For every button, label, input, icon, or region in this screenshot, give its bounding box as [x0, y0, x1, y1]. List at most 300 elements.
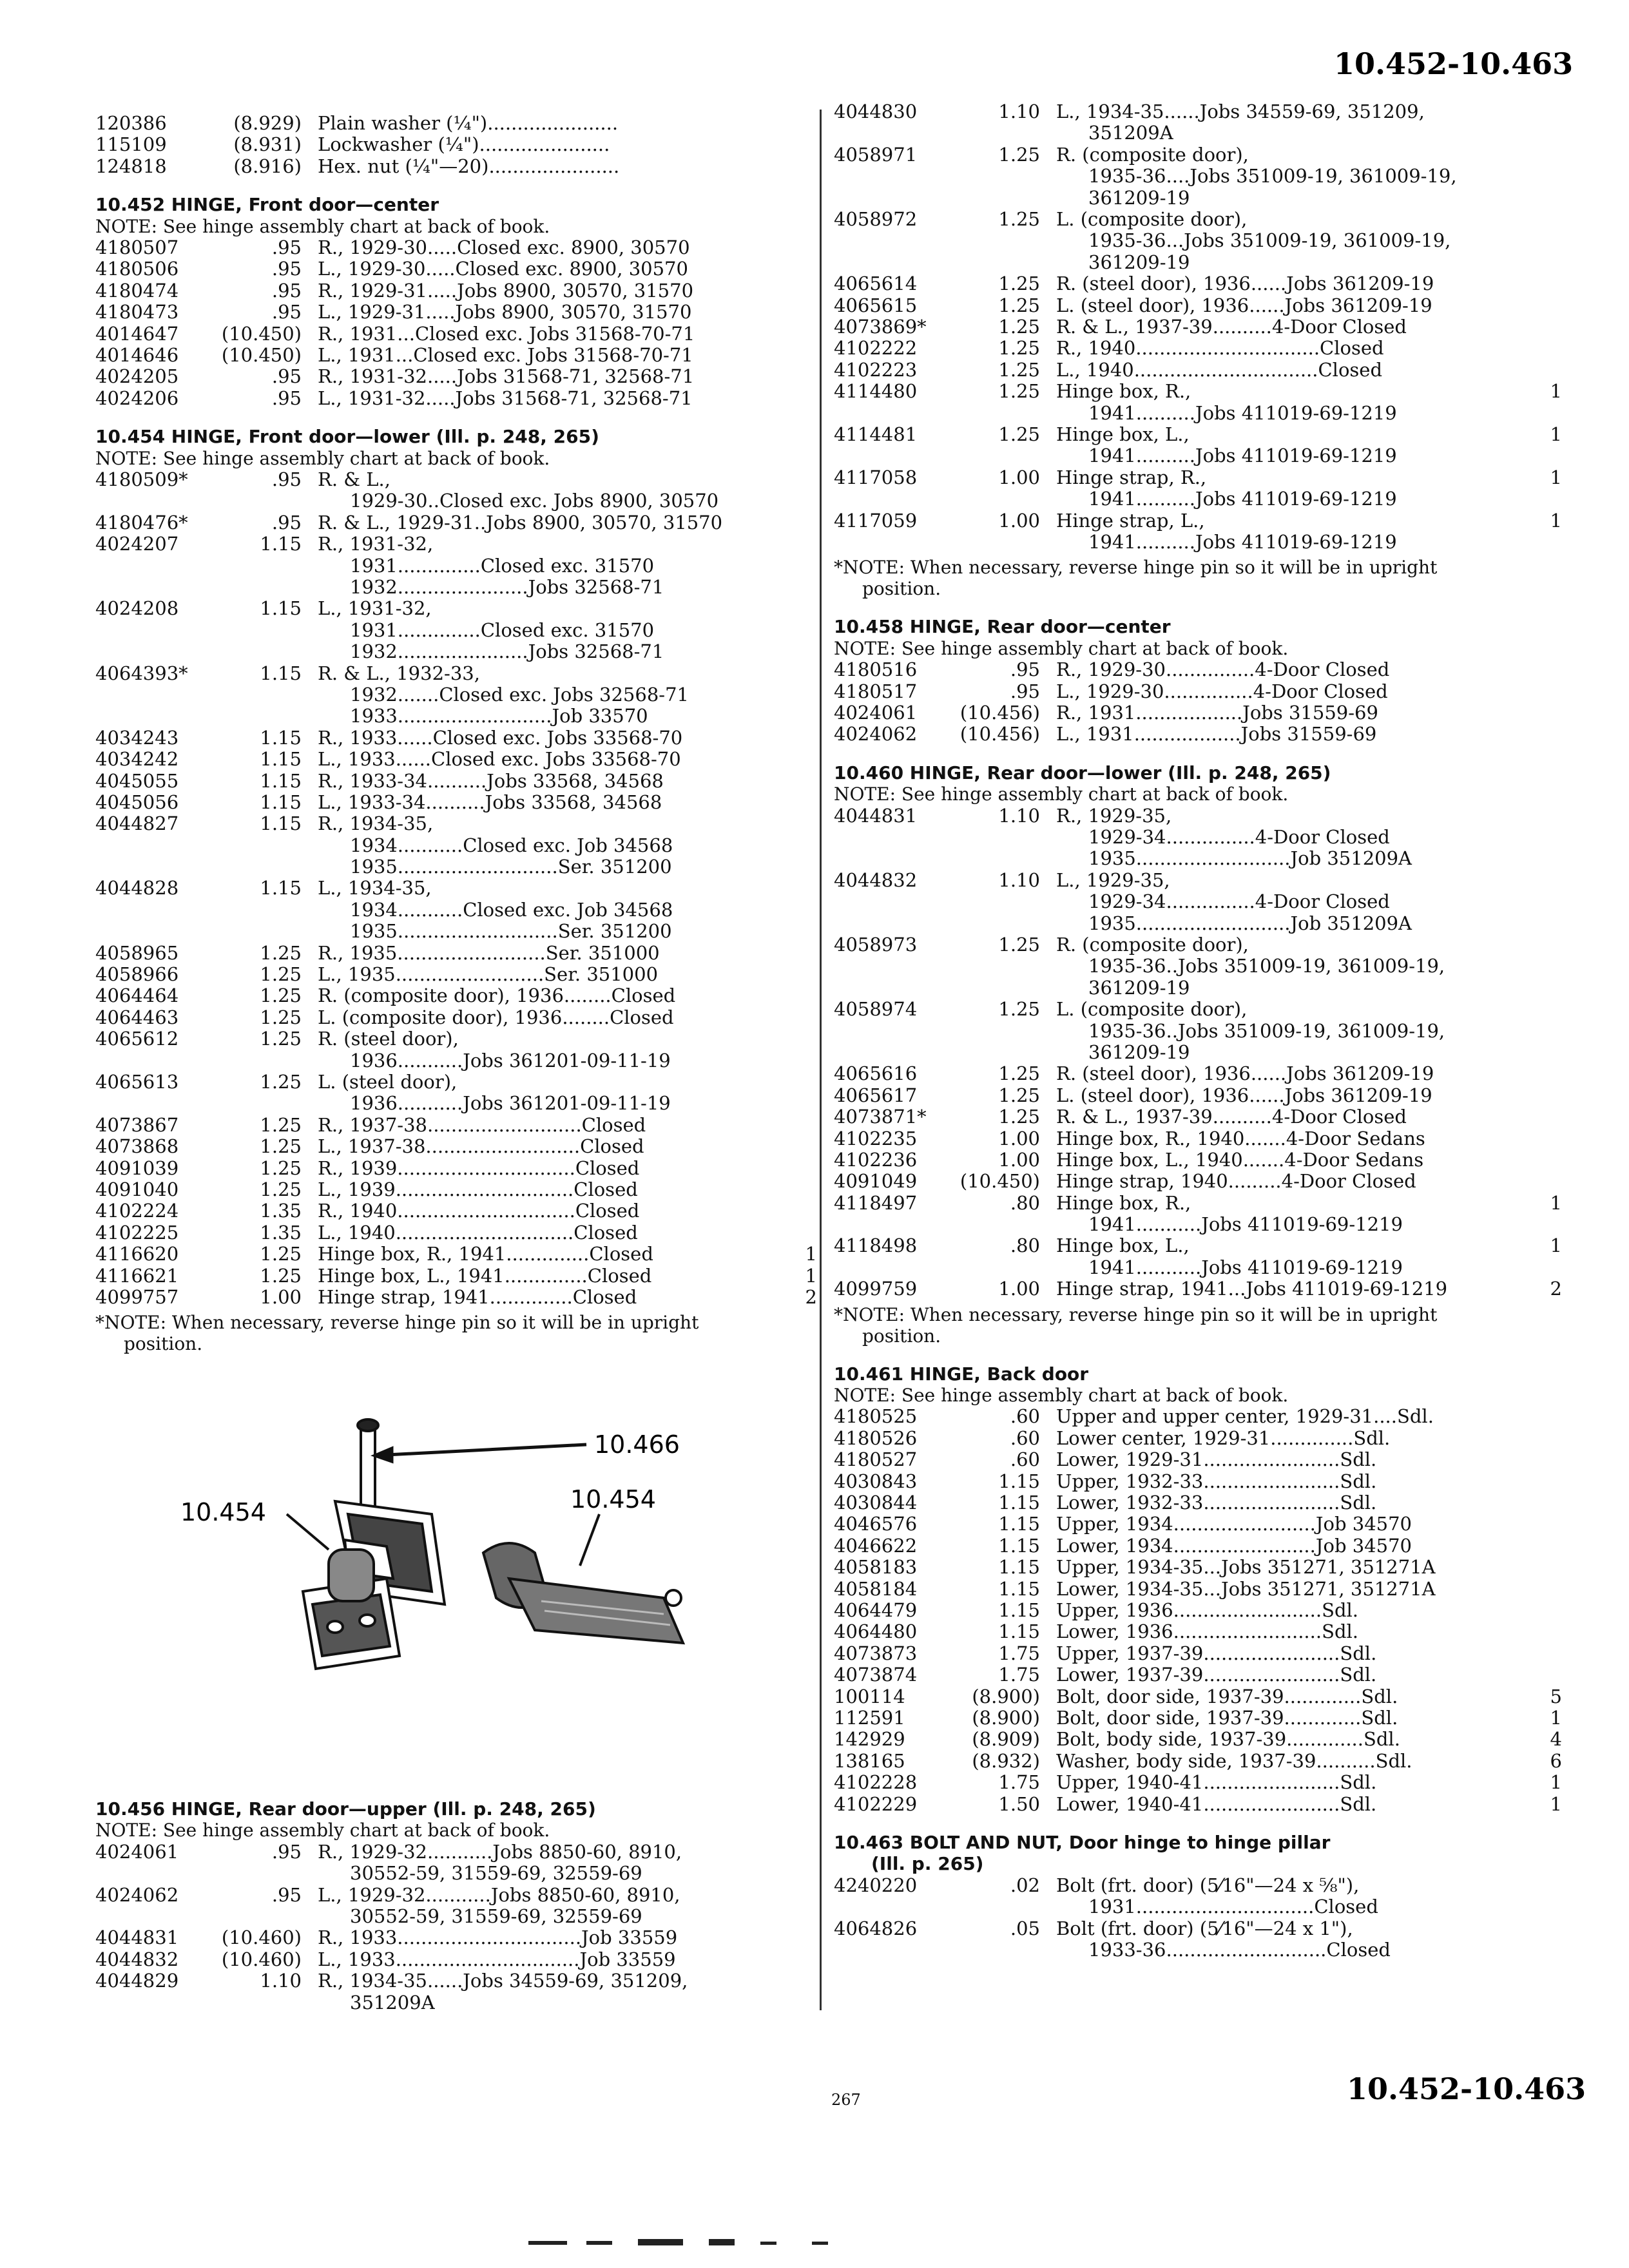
price: .05: [1010, 1917, 1040, 1939]
part-number: 4180527: [834, 1448, 918, 1471]
price: .95: [271, 258, 302, 280]
description: R. (steel door), 1936......Jobs 361209-19: [1056, 1062, 1434, 1085]
description: Hex. nut (¼"—20)......................: [318, 155, 620, 177]
parts-list-row: [834, 1751, 1562, 1772]
parts-list-row: [834, 1664, 1562, 1686]
price: .60: [1010, 1405, 1040, 1428]
price: 1.10: [998, 869, 1040, 891]
price: 1.00: [998, 1148, 1040, 1171]
parts-list-row: [834, 1600, 1562, 1621]
description-continuation: 1931..............Closed exc. 31570: [350, 619, 655, 641]
description: Hinge box, L., 1941..............Closed: [318, 1264, 652, 1287]
section-10-461-rows: [834, 1406, 1562, 1814]
parts-list-row: [834, 1686, 1562, 1707]
part-number: 4180517: [834, 680, 918, 702]
description: R. & L., 1932-33,: [318, 662, 480, 684]
description: Hinge box, R.,: [1056, 380, 1191, 403]
description: Lower, 1934........................Job 34570: [1056, 1534, 1412, 1557]
page-range-top: 10.452-10.463: [1334, 46, 1574, 81]
price: .95: [271, 301, 302, 323]
description-continuation: 1932......................Jobs 32568-71: [350, 575, 664, 598]
part-number: 4180525: [834, 1405, 918, 1428]
description-continuation: 1936...........Jobs 361201-09-11-19: [350, 1049, 671, 1072]
price: 1.15: [998, 1513, 1040, 1535]
part-number: 4091040: [95, 1178, 179, 1201]
price: 1.25: [998, 315, 1040, 338]
price: 1.15: [998, 1470, 1040, 1492]
parts-list-row: [834, 702, 1562, 724]
section-10-458-rows: [834, 659, 1562, 745]
price: 1.15: [998, 1492, 1040, 1514]
part-number: 4180506: [95, 258, 179, 280]
description-continuation: 1932.......Closed exc. Jobs 32568-71: [350, 683, 689, 706]
part-number: 4102222: [834, 337, 918, 360]
description: Lower, 1937-39.......................Sdl.: [1056, 1664, 1377, 1686]
price: 1.25: [260, 985, 302, 1007]
price: (10.460): [221, 1948, 302, 1970]
price: .80: [1010, 1191, 1040, 1214]
part-number: 4073873: [834, 1642, 918, 1664]
parts-list-row: [834, 209, 1562, 230]
description: Lockwasher (¼")......................: [318, 133, 610, 156]
description: Hinge strap, 1941..............Closed: [318, 1285, 637, 1308]
description: R. (composite door),: [1056, 143, 1249, 166]
parts-list-row: [834, 338, 1562, 359]
section-subtitle-10-463: (Ill. p. 265): [871, 1853, 984, 1875]
parts-list-row: [834, 424, 1562, 445]
price: (8.916): [233, 155, 302, 177]
description-continuation: 1941..........Jobs 411019-69-1219: [1088, 488, 1397, 510]
part-number: 4102229: [834, 1792, 918, 1815]
parts-list-row: [95, 1007, 817, 1028]
price: .80: [1010, 1235, 1040, 1257]
parts-list-row: [834, 273, 1562, 294]
footnote-line: *NOTE: When necessary, reverse hinge pin so it will be in upright: [834, 1303, 1438, 1325]
description: R., 1933......Closed exc. Jobs 33568-70: [318, 726, 683, 749]
description-continuation: 1936...........Jobs 361201-09-11-19: [350, 1092, 671, 1115]
parts-list-row: [95, 1222, 817, 1244]
parts-list-row: [95, 237, 817, 258]
part-number: 4064393*: [95, 662, 188, 684]
description: R., 1929-32...........Jobs 8850-60, 8910,: [318, 1840, 682, 1863]
parts-list-row: [834, 1449, 1562, 1470]
part-number: 4030844: [834, 1492, 918, 1514]
parts-list-row: [95, 156, 817, 177]
price: (10.456): [959, 701, 1040, 724]
price: 1.00: [260, 1285, 302, 1308]
description-continuation: 361209-19: [1088, 251, 1190, 273]
parts-list-row: [834, 659, 1562, 680]
parts-list-row: [95, 113, 817, 134]
price: 1.10: [998, 804, 1040, 827]
parts-list-row: [95, 1158, 817, 1179]
parts-list-row: [95, 878, 817, 899]
description: L., 1929-32...........Jobs 8850-60, 8910,: [318, 1883, 680, 1906]
parts-list-row: [95, 663, 817, 684]
part-number: 4064479: [834, 1599, 918, 1621]
washer-rows: [95, 113, 817, 177]
part-number: 4024205: [95, 365, 179, 388]
quantity: 4: [1550, 1728, 1562, 1751]
description: L., 1931-32,: [318, 597, 432, 620]
price: 1.25: [998, 998, 1040, 1021]
price: 1.15: [260, 748, 302, 771]
description: R., 1933-34..........Jobs 33568, 34568: [318, 769, 664, 792]
description: Hinge box, L., 1940.......4-Door Sedans: [1056, 1148, 1424, 1171]
part-number: 4058974: [834, 998, 918, 1021]
parts-list-row: [834, 1514, 1562, 1535]
price: 1.15: [260, 877, 302, 899]
price: 1.25: [260, 1028, 302, 1050]
part-number: 4044828: [95, 877, 179, 899]
parts-list-row: [834, 316, 1562, 338]
description: L., 1935.........................Ser. 351000: [318, 963, 659, 986]
price: 1.15: [260, 812, 302, 835]
parts-list-row: [834, 1149, 1562, 1171]
description-continuation: 361209-19: [1088, 186, 1190, 209]
part-number: 4065617: [834, 1084, 918, 1106]
price: 1.15: [998, 1577, 1040, 1600]
parts-list-row: [834, 1471, 1562, 1492]
left-column: [95, 113, 817, 1354]
description: L., 1929-30.....Closed exc. 8900, 30570: [318, 258, 688, 280]
description-continuation: 30552-59, 31559-69, 32559-69: [350, 1905, 642, 1927]
part-number: 4045055: [95, 769, 179, 792]
part-number: 4044831: [95, 1927, 179, 1949]
price: (8.900): [972, 1706, 1040, 1729]
description-continuation: 1933-36...........................Closed: [1088, 1938, 1391, 1961]
price: 1.25: [260, 1071, 302, 1093]
description: R., 1937-38..........................Closed: [318, 1113, 646, 1136]
description: R. & L.,: [318, 468, 390, 490]
parts-list-row: [95, 1244, 817, 1265]
part-number: 4034242: [95, 748, 179, 771]
quantity: 1: [1550, 466, 1562, 488]
parts-list-row: [834, 381, 1562, 402]
part-number: 4102223: [834, 358, 918, 381]
price: 1.15: [260, 791, 302, 813]
description: Upper, 1934-35...Jobs 351271, 351271A: [1056, 1556, 1436, 1579]
parts-list-row: [95, 388, 817, 409]
part-number: 4058183: [834, 1556, 918, 1579]
footnote-line: *NOTE: When necessary, reverse hinge pin so it will be in upright: [95, 1312, 699, 1334]
section-title-10-454: 10.454 HINGE, Front door—lower (Ill. p. 248, 265): [95, 426, 599, 448]
description: Upper, 1932-33.......................Sdl.: [1056, 1470, 1377, 1492]
parts-list-row: [95, 280, 817, 302]
parts-list-row: [95, 749, 817, 770]
description-continuation: 351209A: [1088, 122, 1173, 144]
part-number: 4058973: [834, 933, 918, 956]
description-continuation: 1929-34...............4-Door Closed: [1088, 825, 1390, 848]
description: Hinge strap, L.,: [1056, 509, 1205, 532]
part-number: 4116620: [95, 1243, 179, 1265]
description: R., 1940..............................Closed: [318, 1200, 640, 1222]
description: L. (composite door), 1936........Closed: [318, 1006, 674, 1028]
description: L. (steel door), 1936......Jobs 361209-19: [1056, 294, 1432, 316]
part-number: 4058965: [95, 941, 179, 964]
part-number: 4044832: [834, 869, 918, 891]
description: R. (composite door), 1936........Closed: [318, 985, 676, 1007]
description: R., 1939..............................Closed: [318, 1157, 640, 1179]
parts-list-row: [95, 258, 817, 280]
price: 1.25: [260, 1006, 302, 1028]
description: L., 1929-31.....Jobs 8900, 30570, 31570: [318, 301, 692, 323]
description: Bolt, door side, 1937-39.............Sdl.: [1056, 1706, 1398, 1729]
part-number: 120386: [95, 112, 167, 134]
hinge-pin-footnote: [95, 1312, 817, 1354]
description: Plain washer (¼")......................: [318, 112, 619, 134]
part-number: 112591: [834, 1706, 905, 1729]
part-number: 4065613: [95, 1071, 179, 1093]
parts-list-row: [95, 1885, 817, 1906]
price: 1.15: [260, 533, 302, 555]
price: .95: [271, 1840, 302, 1863]
price: 1.25: [998, 423, 1040, 445]
parts-list-row: [95, 345, 817, 366]
part-number: 4058971: [834, 143, 918, 166]
parts-list-row: [95, 813, 817, 834]
description: R. & L., 1929-31..Jobs 8900, 30570, 31570: [318, 511, 723, 533]
description-continuation: 1935-36...Jobs 351009-19, 361009-19,: [1088, 229, 1451, 252]
parts-list-row: [95, 1200, 817, 1222]
parts-list-row: [834, 1128, 1562, 1149]
price: .95: [1010, 658, 1040, 681]
description-continuation: 1929-30..Closed exc. Jobs 8900, 30570: [350, 490, 719, 512]
description: L., 1931...Closed exc. Jobs 31568-70-71: [318, 343, 693, 366]
description: R., 1935.........................Ser. 351000: [318, 941, 660, 964]
price: 1.15: [998, 1620, 1040, 1643]
description: L., 1933...............................Job 33559: [318, 1948, 676, 1970]
price: 1.25: [998, 1062, 1040, 1085]
parts-list-row: [95, 533, 817, 555]
price: 1.15: [260, 662, 302, 684]
description-continuation: 1941..........Jobs 411019-69-1219: [1088, 445, 1397, 467]
part-number: 4030843: [834, 1470, 918, 1492]
parts-list-row: [95, 771, 817, 792]
part-number: 4102224: [95, 1200, 179, 1222]
description: L., 1934-35,: [318, 877, 432, 899]
section-10-454-rows: [95, 469, 817, 1308]
description-continuation: 1932......................Jobs 32568-71: [350, 640, 664, 663]
quantity: 1: [805, 1264, 817, 1287]
page-range-bottom: 10.452-10.463: [1347, 2071, 1586, 2106]
description: Bolt (frt. door) (5⁄16"—24 x 1"),: [1056, 1917, 1353, 1939]
quantity: 6: [1550, 1749, 1562, 1772]
price: 1.25: [260, 963, 302, 986]
quantity: 1: [1550, 1706, 1562, 1729]
price: (8.909): [972, 1728, 1040, 1751]
quantity: 1: [805, 1243, 817, 1265]
parts-list-row: [95, 1287, 817, 1308]
part-number: 4240220: [834, 1874, 918, 1896]
parts-list-row: [95, 1115, 817, 1136]
price: .95: [271, 468, 302, 490]
description: L. (steel door), 1936......Jobs 361209-19: [1056, 1084, 1432, 1106]
description: Upper, 1940-41.......................Sdl.: [1056, 1771, 1377, 1794]
part-number: 4024206: [95, 387, 179, 409]
price: 1.00: [998, 509, 1040, 532]
section-title-10-460: 10.460 HINGE, Rear door—lower (Ill. p. 248, 265): [834, 762, 1331, 783]
price: 1.75: [998, 1642, 1040, 1664]
price: (10.456): [959, 723, 1040, 745]
price: 1.25: [260, 1178, 302, 1201]
parts-list-row: [95, 1970, 817, 1992]
price: 1.00: [998, 466, 1040, 488]
part-number: 4091049: [834, 1170, 918, 1193]
footnote-line: *NOTE: When necessary, reverse hinge pin so it will be in upright: [834, 557, 1438, 579]
part-number: 4058184: [834, 1577, 918, 1600]
description: Washer, body side, 1937-39..........Sdl.: [1056, 1749, 1412, 1772]
footnote-line: position.: [862, 578, 941, 600]
price: .95: [1010, 680, 1040, 702]
price: (10.450): [221, 322, 302, 345]
continued-10-456-rows: [834, 101, 1562, 553]
part-number: 4014647: [95, 322, 179, 345]
part-number: 4073874: [834, 1664, 918, 1686]
quantity: 1: [1550, 1235, 1562, 1257]
price: .95: [271, 279, 302, 302]
part-number: 4044831: [834, 804, 918, 827]
description: R. (composite door),: [1056, 933, 1249, 956]
price: .95: [271, 1883, 302, 1906]
part-number: 4102235: [834, 1127, 918, 1149]
section-title-10-456: 10.456 HINGE, Rear door—upper (Ill. p. 248, 265): [95, 1798, 596, 1820]
description-continuation: 1935..........................Job 351209A: [1088, 912, 1412, 934]
price: 1.25: [998, 294, 1040, 316]
part-number: 4114481: [834, 423, 918, 445]
hinge-pin-footnote: [834, 1304, 1556, 1347]
description-continuation: 1931..............................Closed: [1088, 1896, 1378, 1918]
parts-list-row: [834, 1085, 1562, 1106]
part-number: 4073869*: [834, 315, 927, 338]
parts-list-row: [95, 469, 817, 490]
part-number: 4044832: [95, 1948, 179, 1970]
price: 1.25: [998, 1084, 1040, 1106]
parts-list-row: [834, 144, 1562, 166]
price: 1.15: [998, 1556, 1040, 1579]
price: 1.00: [998, 1127, 1040, 1149]
part-number: 4099759: [834, 1278, 918, 1300]
parts-list-row: [834, 681, 1562, 702]
section-note: NOTE: See hinge assembly chart at back of book.: [95, 215, 550, 237]
part-number: 4118498: [834, 1235, 918, 1257]
description: R., 1933...............................Job 33559: [318, 1927, 678, 1949]
price: (8.931): [233, 133, 302, 156]
parts-list-row: [95, 1028, 817, 1050]
left-column-lower: [95, 1782, 817, 2013]
quantity: 1: [1550, 509, 1562, 532]
parts-list-row: [834, 1707, 1562, 1729]
description: Bolt (frt. door) (5⁄16"—24 x ⅝"),: [1056, 1874, 1360, 1896]
part-number: 4065616: [834, 1062, 918, 1085]
part-number: 4073868: [95, 1135, 179, 1158]
description: L., 1934-35......Jobs 34559-69, 351209,: [1056, 101, 1425, 122]
parts-list-row: [95, 512, 817, 533]
price: .95: [271, 236, 302, 258]
part-number: 4044830: [834, 101, 918, 122]
description: L., 1929-30...............4-Door Closed: [1056, 680, 1388, 702]
part-number: 4024062: [95, 1883, 179, 1906]
hinge-drawing: [174, 1385, 754, 1733]
parts-list-row: [834, 1278, 1562, 1300]
description: Hinge box, R., 1941..............Closed: [318, 1243, 653, 1265]
part-number: 4180526: [834, 1427, 918, 1449]
price: 1.25: [260, 1264, 302, 1287]
description: R., 1931-32.....Jobs 31568-71, 32568-71: [318, 365, 695, 388]
description-continuation: 1935-36..Jobs 351009-19, 361009-19,: [1088, 1019, 1445, 1042]
part-number: 4024062: [834, 723, 918, 745]
parts-list-row: [834, 295, 1562, 316]
scan-artifact-marks: [528, 2236, 863, 2249]
section-10-456-rows: [95, 1841, 817, 2013]
parts-list-row: [95, 323, 817, 345]
description: Hinge strap, R.,: [1056, 466, 1207, 488]
parts-list-row: [95, 964, 817, 985]
description: L., 1933-34..........Jobs 33568, 34568: [318, 791, 662, 813]
parts-list-row: [95, 1841, 817, 1863]
description-continuation: 351209A: [350, 1991, 435, 2013]
price: .60: [1010, 1448, 1040, 1471]
parts-list-row: [95, 1949, 817, 1970]
description: L. (composite door),: [1056, 208, 1248, 230]
front-door-lower-hinge: [303, 1501, 445, 1669]
part-number: 4073871*: [834, 1106, 927, 1128]
parts-list-row: [95, 985, 817, 1006]
description: Upper, 1936.........................Sdl.: [1056, 1599, 1359, 1621]
part-number: 4064464: [95, 985, 179, 1007]
description-continuation: 1933..........................Job 33570: [350, 705, 648, 727]
part-number: 138165: [834, 1749, 905, 1772]
description: Hinge strap, 1940.........4-Door Closed: [1056, 1170, 1416, 1193]
description: R., 1929-31.....Jobs 8900, 30570, 31570: [318, 279, 694, 302]
description: Lower center, 1929-31..............Sdl.: [1056, 1427, 1391, 1449]
description-continuation: 1931..............Closed exc. 31570: [350, 554, 655, 577]
price: (10.450): [959, 1170, 1040, 1193]
parts-list-row: [95, 1265, 817, 1287]
description: R. (steel door),: [318, 1028, 459, 1050]
price: 1.10: [260, 1970, 302, 1992]
page-number: 267: [831, 2091, 861, 2109]
description: R. & L., 1937-39..........4-Door Closed: [1056, 315, 1407, 338]
description: R., 1931...Closed exc. Jobs 31568-70-71: [318, 322, 695, 345]
part-number: 4117058: [834, 466, 918, 488]
quantity: 2: [1550, 1278, 1562, 1300]
description: Lower, 1932-33.......................Sdl.: [1056, 1492, 1377, 1514]
part-number: 4064463: [95, 1006, 179, 1028]
description: L., 1939..............................Closed: [318, 1178, 638, 1201]
description-continuation: 1935-36..Jobs 351009-19, 361009-19,: [1088, 955, 1445, 977]
part-number: 142929: [834, 1728, 905, 1751]
description: L., 1940...............................Closed: [1056, 358, 1383, 381]
parts-list-row: [95, 943, 817, 964]
description: Upper, 1934........................Job 34570: [1056, 1513, 1412, 1535]
part-number: 4180474: [95, 279, 179, 302]
description: Hinge box, R., 1940.......4-Door Sedans: [1056, 1127, 1425, 1149]
price: (8.929): [233, 112, 302, 134]
parts-list-row: [95, 1072, 817, 1093]
price: 1.75: [998, 1664, 1040, 1686]
price: .60: [1010, 1427, 1040, 1449]
description: Lower, 1940-41.......................Sdl.: [1056, 1792, 1377, 1815]
description-continuation: 1941..........Jobs 411019-69-1219: [1088, 401, 1397, 424]
description: Lower, 1929-31.......................Sdl.: [1056, 1448, 1377, 1471]
parts-list-row: [834, 934, 1562, 956]
description: Lower, 1936.........................Sdl.: [1056, 1620, 1358, 1643]
parts-list-row: [834, 1794, 1562, 1815]
parts-list-row: [834, 1406, 1562, 1427]
part-number: 4180476*: [95, 511, 188, 533]
description: L., 1940..............................Closed: [318, 1221, 638, 1244]
